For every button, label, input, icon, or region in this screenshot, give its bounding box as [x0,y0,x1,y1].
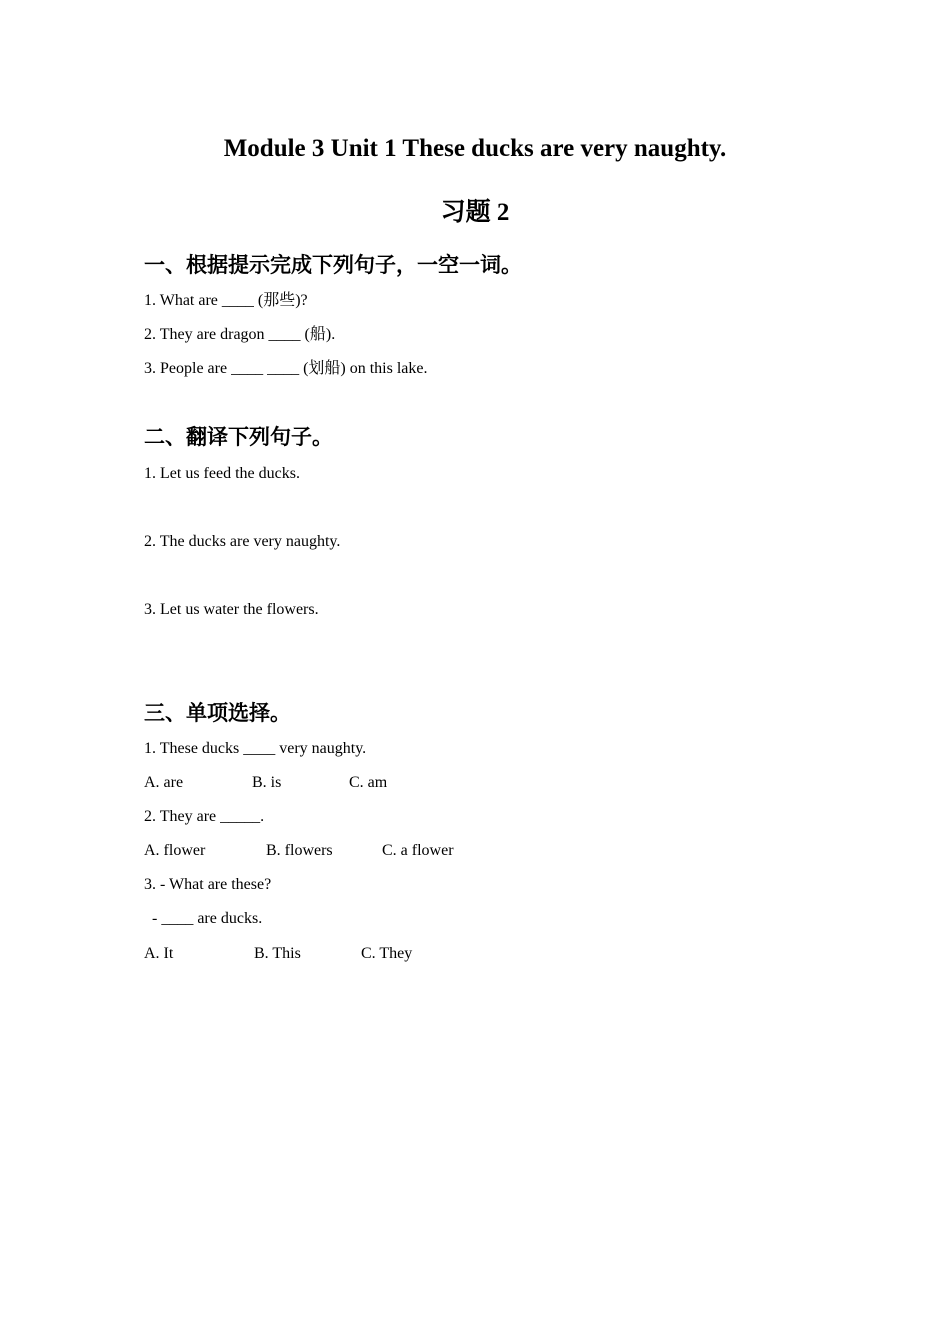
section2-heading: 二、翻译下列句子。 [144,425,333,449]
section2-item-2: 2. The ducks are very naughty. [144,533,341,550]
section1-heading: 一、根据提示完成下列句子，一空一词。 [144,253,522,277]
section1-item-1: 1. What are ____ (那些)? [144,292,308,309]
section3-q1-option-b: B. is [252,774,282,791]
section3-q3-stem-answer: - ____ are ducks. [144,910,263,927]
section3-q3-option-b: B. This [254,945,301,962]
page-subtitle: 习题 2 [440,199,510,226]
section1-item-3: 3. People are ____ ____ (划船) on this lake. [144,360,428,377]
section3-q2-option-b: B. flowers [266,842,333,859]
section3-heading: 三、单项选择。 [144,701,291,725]
section1-item-2: 2. They are dragon ____ (船). [144,326,336,343]
section3-q1-option-c: C. am [349,774,388,791]
section2-item-1: 1. Let us feed the ducks. [144,465,300,482]
section3-q3-option-c: C. They [361,945,413,962]
section3-q3-option-a: A. It [144,945,174,962]
section3-q2-stem: 2. They are _____. [144,808,265,825]
section3-q1-option-a: A. are [144,774,184,791]
section3-q1-stem: 1. These ducks ____ very naughty. [144,740,367,757]
section3-q2-option-a: A. flower [144,842,206,859]
section3-q2-option-c: C. a flower [382,842,454,859]
section2-item-3: 3. Let us water the flowers. [144,601,319,618]
page-title: Module 3 Unit 1 These ducks are very naughty. [223,135,727,162]
section3-q3-stem: 3. - What are these? [144,876,272,893]
